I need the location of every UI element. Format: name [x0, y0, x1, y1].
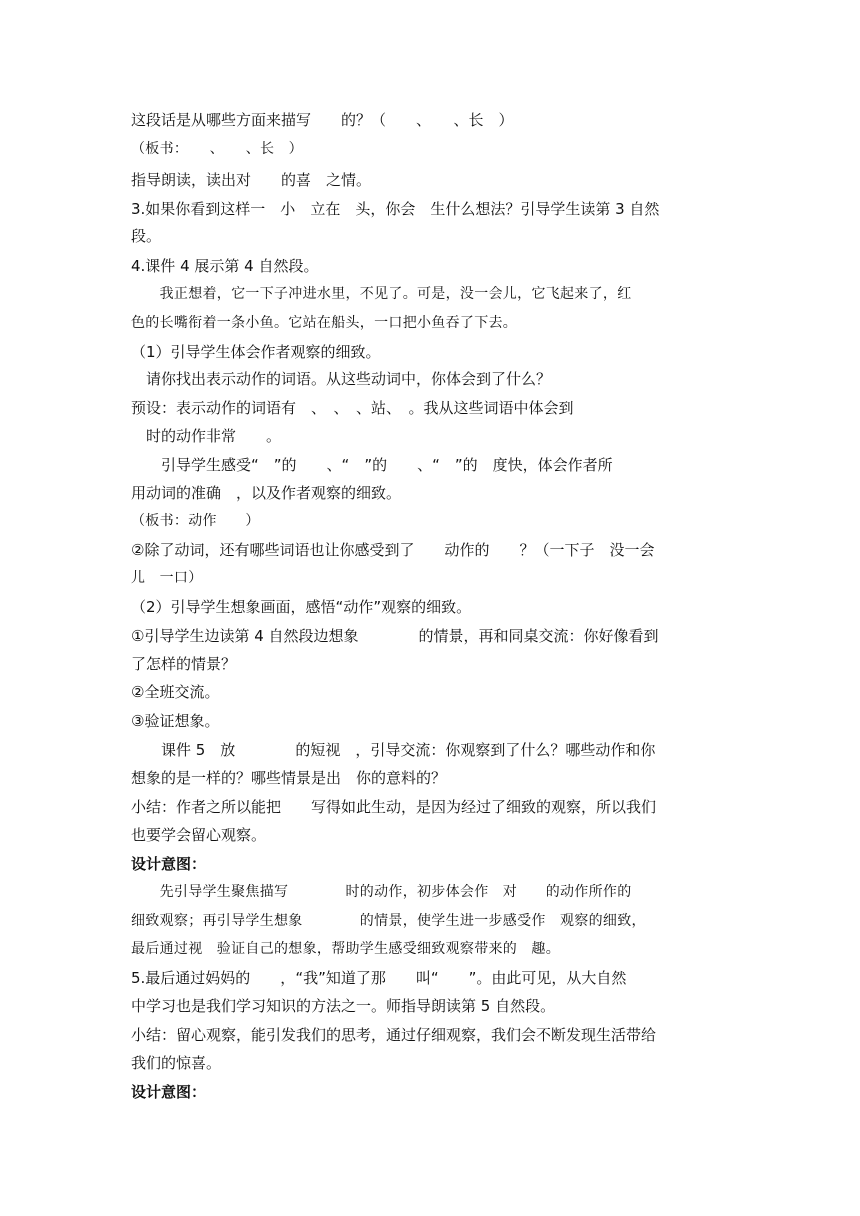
courseware-5: 课件 5 放 的短视 ，引导交流：你观察到了什么？哪些动作和你 [131, 741, 656, 759]
design-intent-heading-2: 设计意图： [131, 1083, 207, 1101]
summary-2: 小结：留心观察，能引发我们的思考，通过仔细观察，我们会不断发现生活带给 [131, 1026, 657, 1044]
courseware-5-cont: 想象的是一样的？哪些情景是出 你的意料的？ [131, 769, 447, 787]
guide-feel-cont: 用动词的准确 ，以及作者观察的细致。 [131, 484, 402, 502]
item-2: ②除了动词，还有哪些词语也让你感受到了 动作的 ？（一下子 没一会 [131, 541, 655, 559]
design-intent-2: 细致观察；再引导学生想象 的情景，使学生进一步感受作 观察的细致， [131, 913, 646, 929]
item-circle-1-cont: 了怎样的情景？ [131, 655, 237, 673]
step-3-cont: 段。 [131, 227, 162, 245]
quote-line-1: 我正想着，它一下子冲进水里，不见了。可是，没一会儿，它飞起来了，红 [131, 286, 632, 302]
summary-1-cont: 也要学会留心观察。 [131, 826, 267, 844]
step-5: 5.最后通过妈妈的 ，“我”知道了那 叫“ ”。由此可见，从大自然 [131, 969, 627, 987]
question-verbs: 请你找出表示动作的词语。从这些动词中，你体会到了什么？ [131, 370, 552, 388]
question-line: 这段话是从哪些方面来描写 的？（ 、 、长 ） [131, 111, 514, 129]
item-2-cont: 儿 一口） [131, 570, 203, 586]
sub-step-2: （2）引导学生想象画面，感悟“动作”观察的细致。 [131, 598, 472, 616]
board-note-action: （板书：动作 ） [131, 513, 260, 529]
item-circle-2: ②全班交流。 [131, 683, 220, 701]
summary-1: 小结：作者之所以能把 写得如此生动，是因为经过了细致的观察，所以我们 [131, 798, 657, 816]
item-circle-1: ①引导学生边读第 4 自然段边想象 的情景，再和同桌交流：你好像看到 [131, 627, 659, 645]
quote-line-2: 色的长嘴衔着一条小鱼。它站在船头，一口把小鱼吞了下去。 [131, 315, 518, 331]
preset-line: 预设：表示动作的词语有 、 、 、站、 。我从这些词语中体会到 [131, 399, 574, 417]
guide-feel: 引导学生感受“ ”的 、“ ”的 、“ ”的 度快，体会作者所 [131, 456, 613, 474]
summary-2-cont: 我们的惊喜。 [131, 1054, 222, 1072]
step-4: 4.课件 4 展示第 4 自然段。 [131, 257, 319, 275]
step-5-cont: 中学习也是我们学习知识的方法之一。师指导朗读第 5 自然段。 [131, 997, 556, 1015]
sub-step-1: （1）引导学生体会作者观察的细致。 [131, 343, 381, 361]
preset-line-cont: 时的动作非常 。 [131, 427, 282, 445]
board-note: （板书： 、 、长 ） [131, 141, 303, 157]
design-intent-heading: 设计意图： [131, 855, 207, 873]
design-intent-1: 先引导学生聚焦描写 时的动作，初步体会作 对 的动作所作的 [131, 884, 632, 900]
step-3: 3.如果你看到这样一 小 立在 头，你会 生什么想法？引导学生读第 3 自然 [131, 200, 660, 218]
reading-guide: 指导朗读，读出对 的喜 之情。 [131, 171, 372, 189]
item-circle-3: ③验证想象。 [131, 712, 220, 730]
design-intent-3: 最后通过视 验证自己的想象，帮助学生感受细致观察带来的 趣。 [131, 941, 560, 957]
